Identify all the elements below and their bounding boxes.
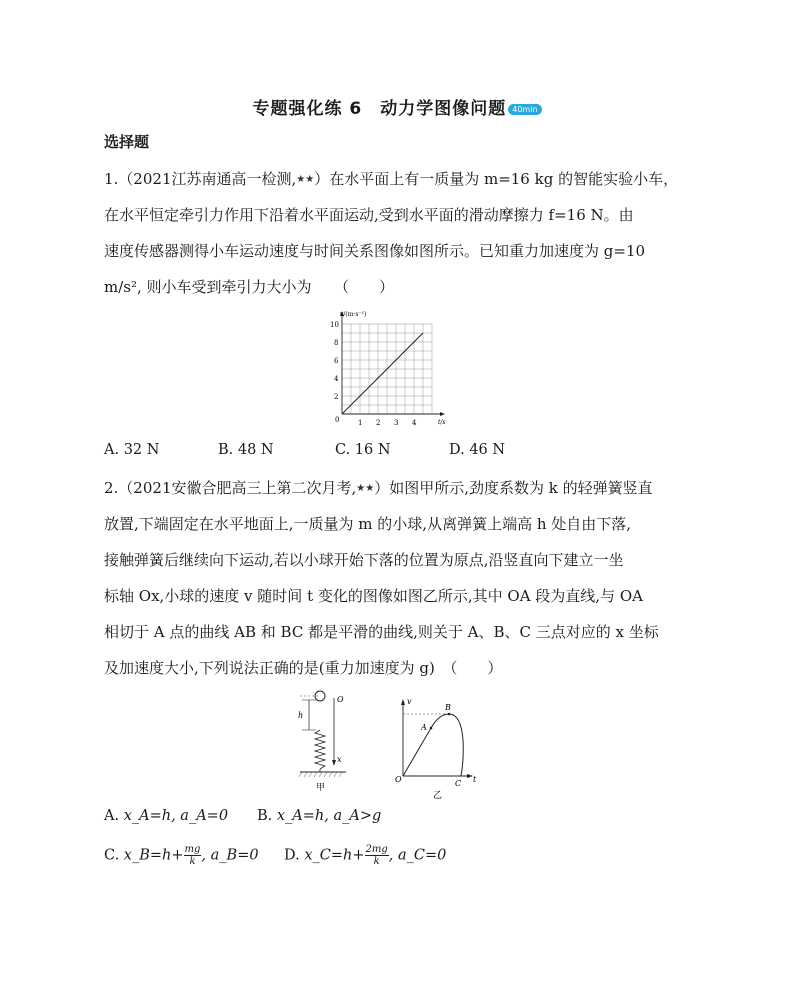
label-o: O bbox=[395, 775, 402, 784]
segment-oa bbox=[403, 728, 431, 776]
x-tick-label: 3 bbox=[394, 419, 399, 427]
frac-numerator: 2mg bbox=[365, 844, 388, 855]
label-b: B bbox=[445, 703, 451, 712]
option-a-prefix: A. bbox=[104, 808, 124, 824]
x-tick-label: 1 bbox=[358, 419, 363, 427]
x-tick-label: 2 bbox=[376, 419, 381, 427]
q2-line1b: ）如图甲所示,劲度系数为 k 的轻弹簧竖直 bbox=[374, 479, 653, 497]
y-tick-label: 4 bbox=[334, 375, 339, 383]
question-2-text bbox=[104, 470, 694, 686]
velocity-time-figure-yi bbox=[395, 690, 480, 800]
caption-yi: 乙 bbox=[433, 791, 443, 800]
frac-denominator: k bbox=[189, 856, 196, 867]
page-title-text: 专题强化练 6 动力学图像问题 bbox=[252, 99, 507, 119]
q1-line2: 在水平恒定牵引力作用下沿着水平面运动,受到水平面的滑动摩擦力 f=16 N。由 bbox=[104, 206, 634, 224]
q2-option-b[interactable] bbox=[257, 808, 381, 824]
q2-option-d[interactable] bbox=[284, 844, 446, 867]
q1-option-d[interactable]: D. 46 N bbox=[449, 442, 506, 458]
frac-denominator: k bbox=[373, 856, 380, 867]
q1-line1b: ）在水平面上有一质量为 m=16 kg 的智能实验小车， bbox=[314, 170, 679, 188]
x-axis-label: t/s bbox=[438, 419, 446, 426]
option-c-prefix: C. bbox=[104, 847, 124, 864]
q1-option-a[interactable]: A. 32 N bbox=[104, 442, 160, 458]
question-1-text bbox=[104, 161, 694, 305]
q1-option-c[interactable]: C. 16 N bbox=[335, 442, 391, 458]
label-a: A bbox=[421, 723, 427, 732]
q2-options bbox=[104, 808, 504, 878]
y-tick-label: 10 bbox=[330, 321, 339, 329]
time-badge: 40min bbox=[508, 104, 541, 115]
label-x: x bbox=[337, 755, 342, 764]
option-d-rhs: , a_C=0 bbox=[388, 847, 447, 864]
q2-line6: 及加速度大小,下列说法正确的是(重力加速度为 g) （ ） bbox=[104, 659, 503, 677]
q1-option-b[interactable]: B. 48 N bbox=[218, 442, 274, 458]
option-d-lhs: x_C=h+ bbox=[304, 847, 365, 864]
q2-line4: 标轴 Ox,小球的速度 v 随时间 t 变化的图像如图乙所示,其中 OA 段为直线,与 OA bbox=[104, 587, 643, 605]
label-o: O bbox=[337, 695, 344, 704]
data-series-line bbox=[342, 333, 423, 414]
option-c-lhs: x_B=h+ bbox=[123, 847, 184, 864]
x-tick-label: 4 bbox=[412, 419, 417, 427]
axis-label-t: t bbox=[473, 775, 477, 784]
difficulty-stars-icon: ★★ bbox=[296, 174, 315, 185]
fraction-mg-over-k bbox=[184, 844, 202, 867]
q1-line4: m/s², 则小车受到牵引力大小为 （ ） bbox=[104, 278, 395, 296]
option-b-text: x_A=h, a_A>g bbox=[276, 808, 382, 824]
q1-line1: 1.（2021江苏南通高一检测, bbox=[104, 170, 297, 188]
y-axis-label: v/(m·s⁻¹) bbox=[340, 311, 367, 318]
fraction-2mg-over-k bbox=[365, 844, 389, 867]
origin-label: 0 bbox=[335, 416, 340, 424]
difficulty-stars-icon: ★★ bbox=[356, 483, 375, 494]
q1-line3: 速度传感器测得小车运动速度与时间关系图像如图所示。已知重力加速度为 g=10 bbox=[104, 242, 646, 260]
option-d-prefix: D. bbox=[284, 847, 305, 864]
frac-numerator: mg bbox=[184, 844, 201, 855]
y-tick-label: 2 bbox=[334, 393, 339, 401]
q2-option-c[interactable] bbox=[104, 844, 259, 867]
curve-abc bbox=[431, 714, 463, 776]
section-title: 选择题 bbox=[104, 133, 150, 151]
label-c: C bbox=[455, 779, 462, 788]
velocity-time-chart bbox=[320, 308, 460, 432]
q2-line2: 放置,下端固定在水平地面上,一质量为 m 的小球,从离弹簧上端高 h 处自由下落, bbox=[104, 515, 632, 533]
label-h: h bbox=[298, 711, 304, 720]
axis-label-v: v bbox=[407, 697, 412, 706]
q2-option-a[interactable] bbox=[104, 808, 228, 824]
y-tick-label: 6 bbox=[334, 357, 339, 365]
option-c-rhs: , a_B=0 bbox=[201, 847, 259, 864]
page-title bbox=[0, 94, 794, 119]
option-b-prefix: B. bbox=[257, 808, 277, 824]
q2-line5: 相切于 A 点的曲线 AB 和 BC 都是平滑的曲线,则关于 A、B、C 三点对应的 x 坐标 bbox=[104, 623, 659, 641]
spring-figure-jia bbox=[290, 690, 360, 796]
caption-jia: 甲 bbox=[316, 783, 326, 793]
q2-line3: 接触弹簧后继续向下运动,若以小球开始下落的位置为原点,沿竖直向下建立一坐 bbox=[104, 551, 624, 569]
q2-line1a: 2.（2021安徽合肥高三上第二次月考, bbox=[104, 479, 357, 497]
y-tick-label: 8 bbox=[334, 339, 339, 347]
option-a-text: x_A=h, a_A=0 bbox=[123, 808, 229, 824]
spring-icon bbox=[315, 730, 325, 769]
x-axis-arrow-icon bbox=[440, 412, 445, 416]
